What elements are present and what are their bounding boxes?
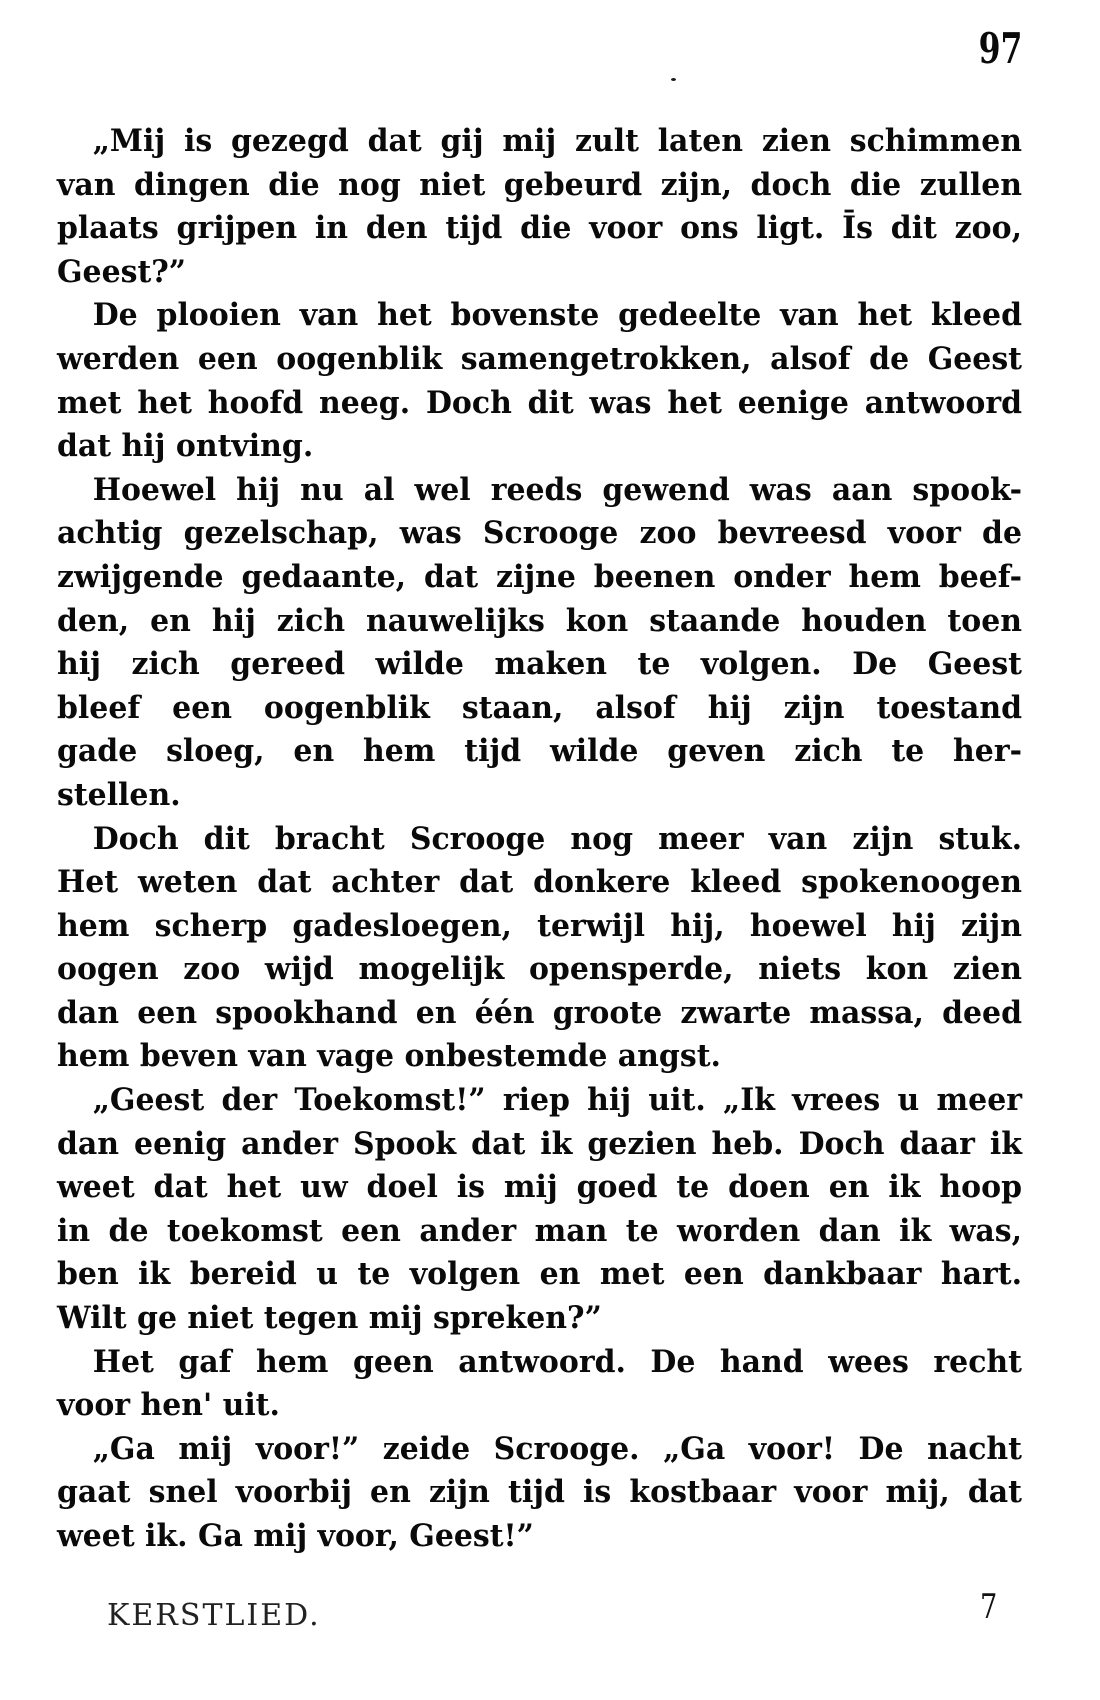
text-line: van dingen die nog niet gebeurd zijn, doch die zullen (57, 166, 1022, 203)
text-line: dat hij ontving. (57, 428, 314, 465)
text-line: stellen. (57, 776, 181, 813)
text-line: weet ik. Ga mij voor, Geest!” (57, 1518, 534, 1554)
text-line: weet dat het uw doel is mij goed te doen en ik hoop (57, 1169, 1022, 1206)
text-line: hij zich gereed wilde maken te volgen. De Geest (57, 646, 1022, 683)
text-line: werden een oogenblik samengetrokken, alsof de Geest (57, 340, 1022, 377)
text-line: Het gaf hem geen antwoord. De hand wees recht (92, 1343, 1022, 1380)
text-line: „Geest der Toekomst!” riep hij uit. „Ik vrees u meer (92, 1082, 1022, 1119)
text-line: in de toekomst een ander man te worden dan ik was, (57, 1212, 1022, 1249)
paragraph (57, 1079, 1022, 1341)
page-number: 97 (978, 24, 1022, 73)
paragraph (57, 469, 1022, 818)
paragraph (57, 294, 1022, 468)
text-line: dan eenig ander Spook dat ik gezien heb. Doch daar ik (57, 1125, 1022, 1162)
paragraph (57, 818, 1022, 1080)
text-line: Wilt ge niet tegen mij spreken?” (57, 1300, 602, 1337)
text-line: oogen zoo wijd mogelijk opensperde, niets kon zien (57, 951, 1022, 988)
text-line: met het hoofd neeg. Doch dit was het eenige antwoord (57, 384, 1022, 421)
paragraph (57, 1428, 1022, 1559)
text-line: Het weten dat achter dat donkere kleed spokenoogen (57, 864, 1022, 901)
text-line: plaats grijpen in den tijd die voor ons ligt. Īs dit zoo, (57, 210, 1022, 247)
signature-number: 7 (980, 1587, 998, 1627)
text-line: „Ga mij voor!” zeide Scrooge. „Ga voor! De nacht (92, 1430, 1022, 1467)
text-line: voor hen' uit. (57, 1387, 280, 1424)
text-line: Doch dit bracht Scrooge nog meer van zijn stuk. (92, 820, 1022, 857)
paragraph (57, 1341, 1022, 1428)
body-text (57, 120, 1022, 1559)
text-line: hem beven van vage onbestemde angst. (57, 1038, 721, 1075)
paragraph (57, 120, 1022, 294)
running-title: KERSTLIED. (107, 1598, 321, 1633)
text-line: De plooien van het bovenste gedeelte van het kleed (92, 297, 1022, 334)
ink-speck-artifact (671, 78, 676, 81)
text-line: hem scherp gadesloegen, terwijl hij, hoewel hij zijn (57, 907, 1022, 944)
text-line: gaat snel voorbij en zijn tijd is kostbaar voor mij, dat (57, 1474, 1022, 1511)
text-line: dan een spookhand en één groote zwarte massa, deed (57, 994, 1022, 1031)
text-line: gade sloeg, en hem tijd wilde geven zich te her- (57, 733, 1022, 770)
text-line: achtig gezelschap, was Scrooge zoo bevreesd voor de (57, 515, 1022, 552)
text-line: den, en hij zich nauwelijks kon staande houden toen (57, 602, 1022, 639)
text-line: zwijgende gedaante, dat zijne beenen onder hem beef- (57, 558, 1022, 595)
text-line: ben ik bereid u te volgen en met een dankbaar hart. (57, 1256, 1022, 1293)
text-line: Hoewel hij nu al wel reeds gewend was aan spook- (92, 471, 1022, 508)
text-line: bleef een oogenblik staan, alsof hij zijn toestand (57, 689, 1022, 726)
text-line: Geest?” (57, 253, 187, 290)
text-line: „Mij is gezegd dat gij mij zult laten zien schimmen (92, 123, 1022, 159)
